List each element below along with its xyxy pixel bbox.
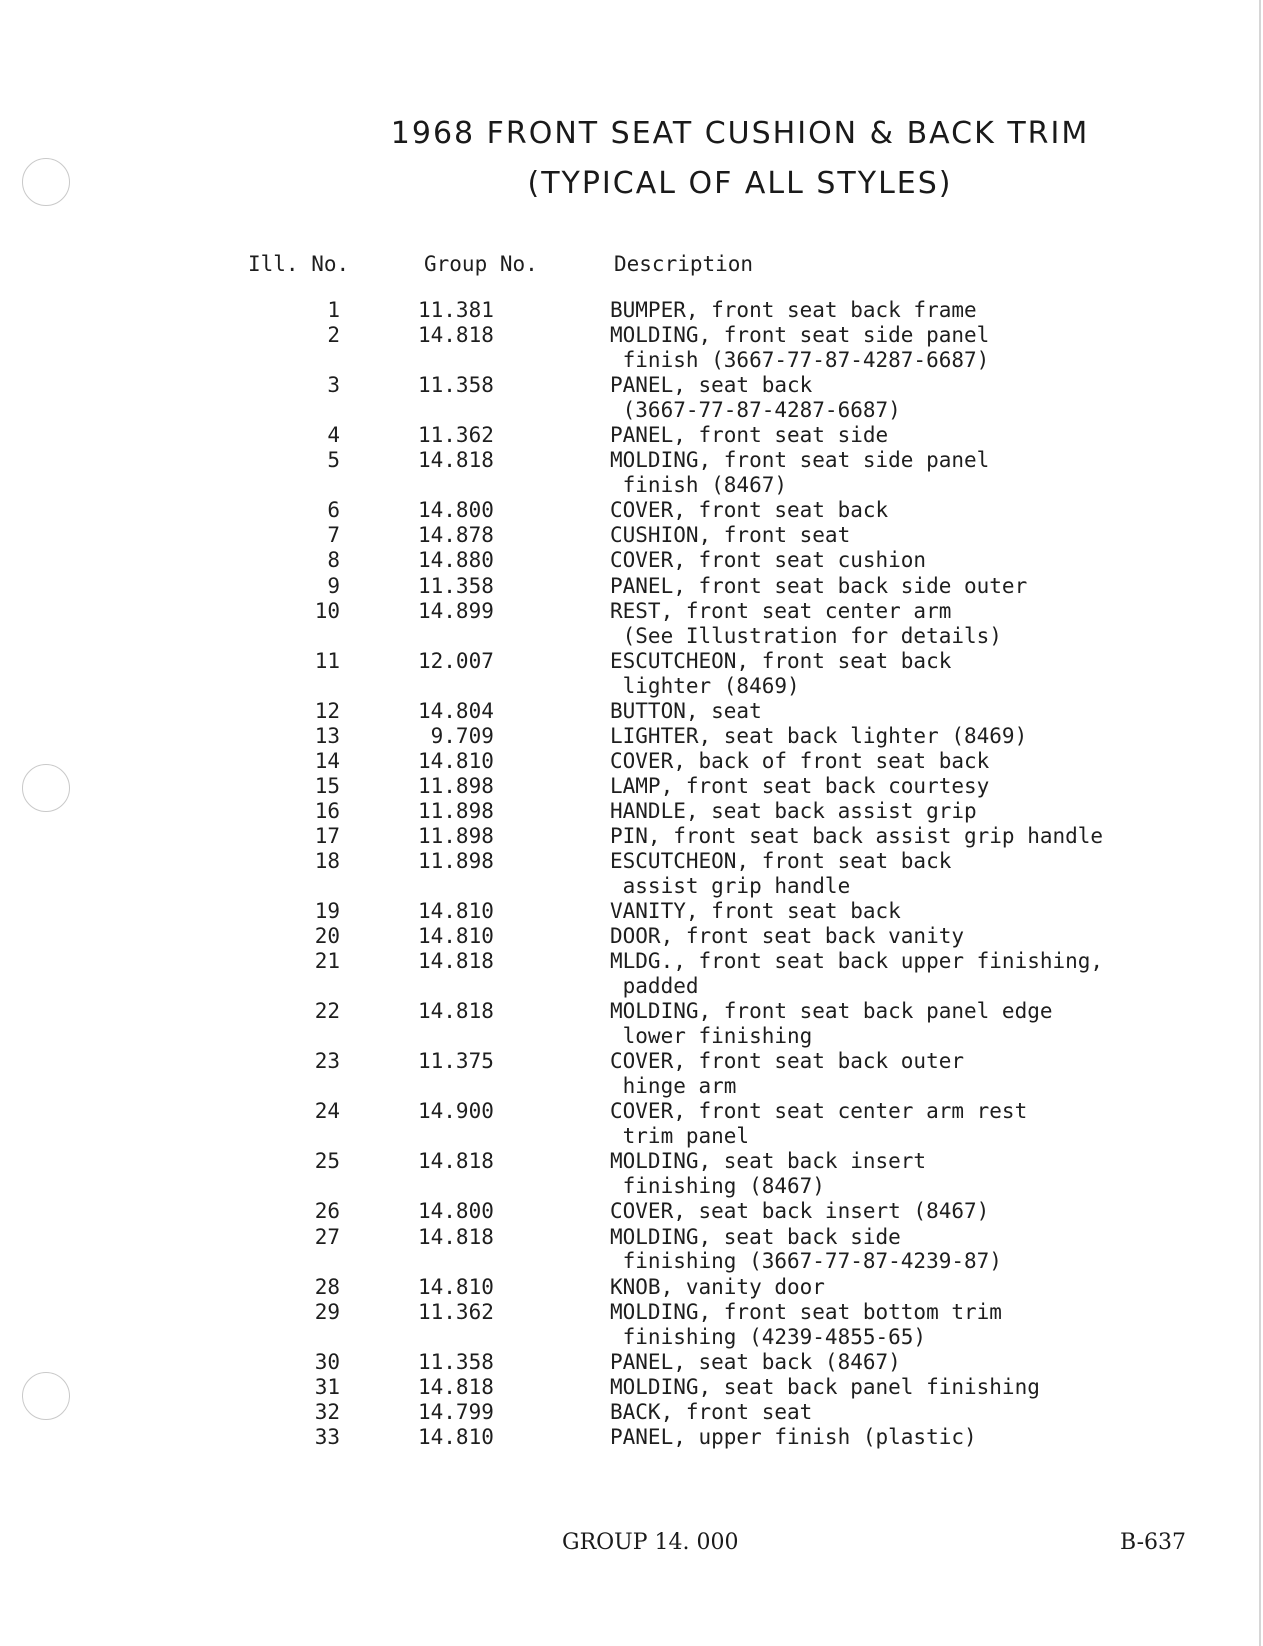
ill-number: 33: [314, 1424, 340, 1449]
group-number: 11.898: [418, 824, 494, 849]
binder-hole: [22, 1372, 70, 1420]
part-description: COVER, front seat cushion: [610, 548, 927, 573]
part-description-continued: finish (3667-77-87-4287-6687): [610, 348, 990, 372]
group-number: 12.007: [418, 648, 494, 673]
part-description-continued: lower finishing: [610, 1024, 813, 1049]
header-ill-no: Ill. No.: [248, 252, 350, 276]
ill-number: 1: [327, 298, 340, 322]
ill-number: 12: [314, 698, 340, 723]
part-description: PIN, front seat back assist grip handle: [610, 824, 1104, 849]
part-description: PANEL, front seat back side outer: [610, 573, 1028, 598]
ill-number: 2: [327, 323, 340, 348]
part-description-continued: finishing (8467): [610, 1174, 825, 1199]
part-description-continued: hinge arm: [610, 1074, 737, 1099]
group-number: 11.375: [418, 1049, 494, 1074]
part-description: COVER, front seat back: [610, 498, 889, 523]
ill-number: 23: [314, 1049, 340, 1074]
ill-number: 9: [327, 573, 340, 598]
part-description: PANEL, seat back (8467): [610, 1349, 901, 1374]
part-description: MOLDING, front seat back panel edge: [610, 999, 1053, 1024]
group-number: 14.818: [418, 448, 494, 473]
group-number: 11.362: [418, 1299, 494, 1324]
part-description: MOLDING, seat back side: [610, 1224, 901, 1249]
group-number: 14.800: [418, 498, 494, 523]
part-description: BUMPER, front seat back frame: [610, 298, 977, 322]
ill-number: 17: [314, 824, 340, 849]
page-title: 1968 FRONT SEAT CUSHION & BACK TRIM: [390, 116, 1090, 151]
part-description-continued: padded: [610, 974, 699, 999]
part-description: CUSHION, front seat: [610, 523, 851, 548]
group-number: 14.810: [418, 748, 494, 773]
part-description: COVER, seat back insert (8467): [610, 1199, 990, 1224]
part-description: MOLDING, seat back panel finishing: [610, 1374, 1040, 1399]
group-number: 14.900: [418, 1099, 494, 1124]
ill-number: 6: [327, 498, 340, 523]
group-number: 14.899: [418, 598, 494, 623]
part-description: COVER, front seat center arm rest: [610, 1099, 1028, 1124]
part-description: HANDLE, seat back assist grip: [610, 799, 977, 823]
part-description: VANITY, front seat back: [610, 899, 901, 924]
group-number: 14.804: [418, 698, 494, 723]
ill-number: 20: [314, 924, 340, 949]
part-description-continued: lighter (8469): [610, 673, 800, 698]
part-description: COVER, front seat back outer: [610, 1049, 965, 1074]
page-subtitle: (TYPICAL OF ALL STYLES): [527, 166, 953, 201]
part-description: MOLDING, front seat side panel: [610, 323, 990, 348]
group-number: 14.800: [418, 1199, 494, 1224]
ill-number: 5: [327, 448, 340, 473]
ill-number: 31: [314, 1374, 340, 1399]
ill-number: 14: [314, 748, 340, 773]
part-description: DOOR, front seat back vanity: [610, 924, 965, 949]
group-number: 11.898: [418, 799, 494, 823]
ill-number: 25: [314, 1149, 340, 1174]
ill-number: 11: [314, 648, 340, 673]
group-number: 11.381: [418, 298, 494, 322]
part-description: MOLDING, seat back insert: [610, 1149, 927, 1174]
page-edge: [1259, 0, 1261, 1646]
header-description: Description: [614, 252, 754, 276]
part-description: REST, front seat center arm: [610, 598, 952, 623]
part-description-continued: trim panel: [610, 1124, 750, 1149]
ill-number: 30: [314, 1349, 340, 1374]
part-description: BUTTON, seat: [610, 698, 762, 723]
part-description-continued: (3667-77-87-4287-6687): [610, 398, 901, 422]
ill-number: 18: [314, 849, 340, 874]
ill-number: 3: [327, 373, 340, 398]
part-description: MLDG., front seat back upper finishing,: [610, 949, 1104, 974]
group-number: 9.709: [418, 723, 494, 748]
ill-number: 28: [314, 1274, 340, 1299]
ill-number: 19: [314, 899, 340, 924]
group-number: 14.818: [418, 1224, 494, 1249]
ill-number: 7: [327, 523, 340, 548]
group-number: 14.810: [418, 899, 494, 924]
group-number: 14.818: [418, 999, 494, 1024]
part-description: COVER, back of front seat back: [610, 748, 990, 773]
group-number: 11.898: [418, 849, 494, 874]
part-description: ESCUTCHEON, front seat back: [610, 648, 952, 673]
ill-number: 4: [327, 423, 340, 448]
header-group-no: Group No.: [424, 252, 538, 276]
ill-number: 22: [314, 999, 340, 1024]
group-number: 14.818: [418, 1149, 494, 1174]
binder-hole: [22, 764, 70, 812]
part-description: PANEL, upper finish (plastic): [610, 1424, 977, 1449]
ill-number: 32: [314, 1399, 340, 1424]
part-description: MOLDING, front seat bottom trim: [610, 1299, 1002, 1324]
ill-number: 16: [314, 799, 340, 823]
group-number: 14.799: [418, 1399, 494, 1424]
group-number: 11.358: [418, 573, 494, 598]
part-description-continued: (See Illustration for details): [610, 623, 1002, 648]
group-number: 14.810: [418, 1424, 494, 1449]
footer-group-number: GROUP 14. 000: [562, 1530, 739, 1555]
group-number: 14.878: [418, 523, 494, 548]
part-description: MOLDING, front seat side panel: [610, 448, 990, 473]
part-description: KNOB, vanity door: [610, 1274, 825, 1299]
ill-number: 27: [314, 1224, 340, 1249]
part-description: ESCUTCHEON, front seat back: [610, 849, 952, 874]
group-number: 14.818: [418, 1374, 494, 1399]
part-description: PANEL, seat back: [610, 373, 813, 398]
part-description-continued: assist grip handle: [610, 874, 851, 899]
ill-number: 8: [327, 548, 340, 573]
part-description: BACK, front seat: [610, 1399, 813, 1424]
ill-number: 15: [314, 773, 340, 798]
part-description: LAMP, front seat back courtesy: [610, 773, 990, 798]
ill-number: 13: [314, 723, 340, 748]
part-description: PANEL, front seat side: [610, 423, 889, 448]
group-number: 11.358: [418, 1349, 494, 1374]
ill-number: 29: [314, 1299, 340, 1324]
group-number: 14.810: [418, 1274, 494, 1299]
group-number: 14.818: [418, 323, 494, 348]
ill-number: 21: [314, 949, 340, 974]
group-number: 14.818: [418, 949, 494, 974]
group-number: 14.810: [418, 924, 494, 949]
part-description: LIGHTER, seat back lighter (8469): [610, 723, 1028, 748]
part-description-continued: finishing (3667-77-87-4239-87): [610, 1249, 1002, 1274]
ill-number: 26: [314, 1199, 340, 1224]
part-description-continued: finishing (4239-4855-65): [610, 1324, 927, 1349]
group-number: 11.362: [418, 423, 494, 448]
part-description-continued: finish (8467): [610, 473, 788, 498]
group-number: 14.880: [418, 548, 494, 573]
group-number: 11.358: [418, 373, 494, 398]
ill-number: 10: [314, 598, 340, 623]
group-number: 11.898: [418, 773, 494, 798]
ill-number: 24: [314, 1099, 340, 1124]
footer-page-number: B-637: [1120, 1530, 1186, 1555]
